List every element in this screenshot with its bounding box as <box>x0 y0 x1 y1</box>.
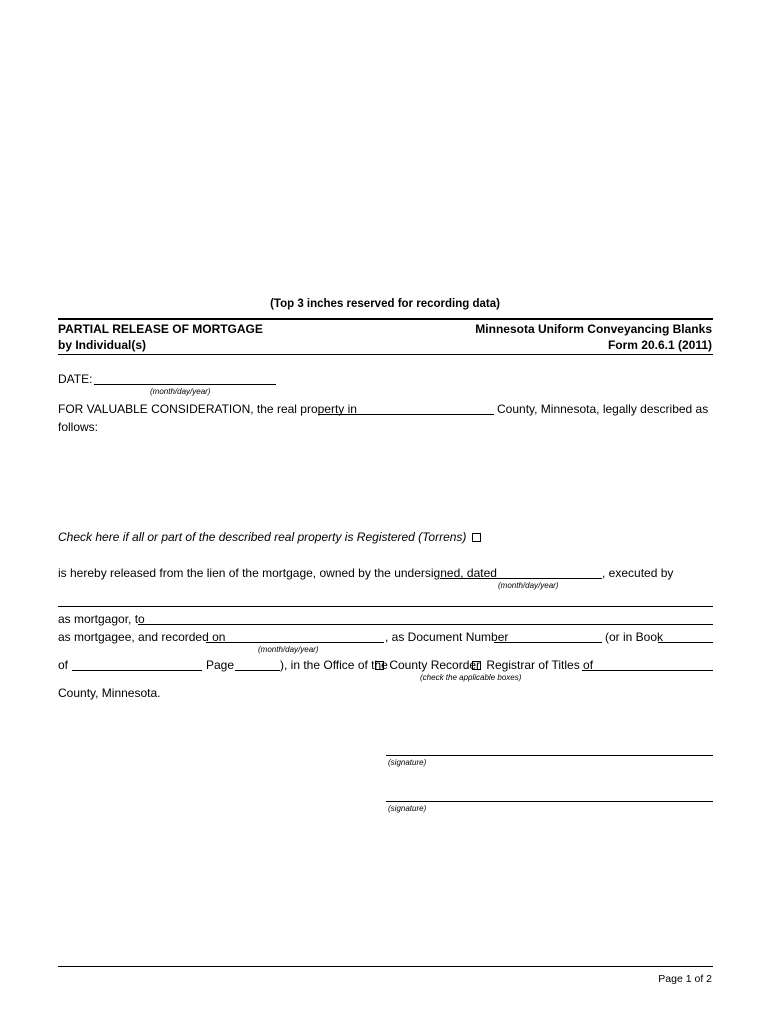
legal-description-area[interactable] <box>58 440 713 520</box>
mortgagee-name-field[interactable] <box>138 612 713 625</box>
header-bottom-rule <box>58 354 713 355</box>
registrar-county-field[interactable] <box>582 658 713 671</box>
recorded-date-field[interactable] <box>206 630 384 643</box>
consideration-prefix: FOR VALUABLE CONSIDERATION, the real property in <box>58 402 357 416</box>
registrar-option <box>470 658 593 672</box>
mortgage-date-field[interactable] <box>440 566 602 579</box>
doc-number-label: , as Document Number <box>385 630 509 644</box>
county-recorder-label: County Recorder <box>389 658 481 672</box>
mortgagor-label: as mortgagor, to <box>58 612 145 626</box>
consideration-follows: follows: <box>58 420 99 434</box>
office-hint: (check the applicable boxes) <box>420 673 522 682</box>
mortgage-date-hint: (month/day/year) <box>498 581 559 590</box>
county-recorder-checkbox[interactable] <box>375 661 384 670</box>
registrar-label: Registrar of Titles of <box>486 658 594 672</box>
torrens-row <box>58 530 483 544</box>
signature-hint-2: (signature) <box>388 804 427 813</box>
doc-number-field[interactable] <box>494 630 602 643</box>
signature-line-1[interactable] <box>386 755 713 756</box>
date-field[interactable] <box>94 372 276 385</box>
date-label: DATE: <box>58 372 93 386</box>
of-label: of <box>58 658 69 672</box>
header-top-rule <box>58 318 713 320</box>
recorded-date-hint: (month/day/year) <box>258 645 319 654</box>
of-field[interactable] <box>72 658 202 671</box>
county-minnesota: County, Minnesota. <box>58 686 161 700</box>
county-field[interactable] <box>318 402 494 415</box>
form-number: Form 20.6.1 (2011) <box>607 338 712 352</box>
consideration-suffix: County, Minnesota, legally described as <box>497 402 709 416</box>
book-label: (or in Book <box>605 630 664 644</box>
footer-rule <box>58 966 713 967</box>
office-label: ), in the Office of the <box>280 658 388 672</box>
torrens-checkbox[interactable] <box>472 533 481 542</box>
date-hint: (month/day/year) <box>150 387 211 396</box>
signature-line-2[interactable] <box>386 801 713 802</box>
form-subtitle: by Individual(s) <box>58 338 147 352</box>
mortgagor-name-field[interactable] <box>58 594 713 607</box>
county-recorder-option <box>373 658 480 672</box>
torrens-label: Check here if all or part of the described real property is Registered (Torrens) <box>58 530 467 544</box>
org-name: Minnesota Uniform Conveyancing Blanks <box>475 322 712 336</box>
release-prefix: is hereby released from the lien of the mortgage, owned by the undersigned, dated <box>58 566 497 580</box>
signature-hint-1: (signature) <box>388 758 427 767</box>
mortgagee-prefix: as mortgagee, and recorded on <box>58 630 226 644</box>
page-indicator: Page 1 of 2 <box>658 973 712 985</box>
page-field[interactable] <box>235 658 280 671</box>
registrar-checkbox[interactable] <box>472 661 481 670</box>
book-field[interactable] <box>658 630 713 643</box>
reserved-note: (Top 3 inches reserved for recording data) <box>270 298 500 310</box>
page-label: Page <box>206 658 235 672</box>
release-suffix: , executed by <box>602 566 674 580</box>
form-title: PARTIAL RELEASE OF MORTGAGE <box>58 322 263 336</box>
